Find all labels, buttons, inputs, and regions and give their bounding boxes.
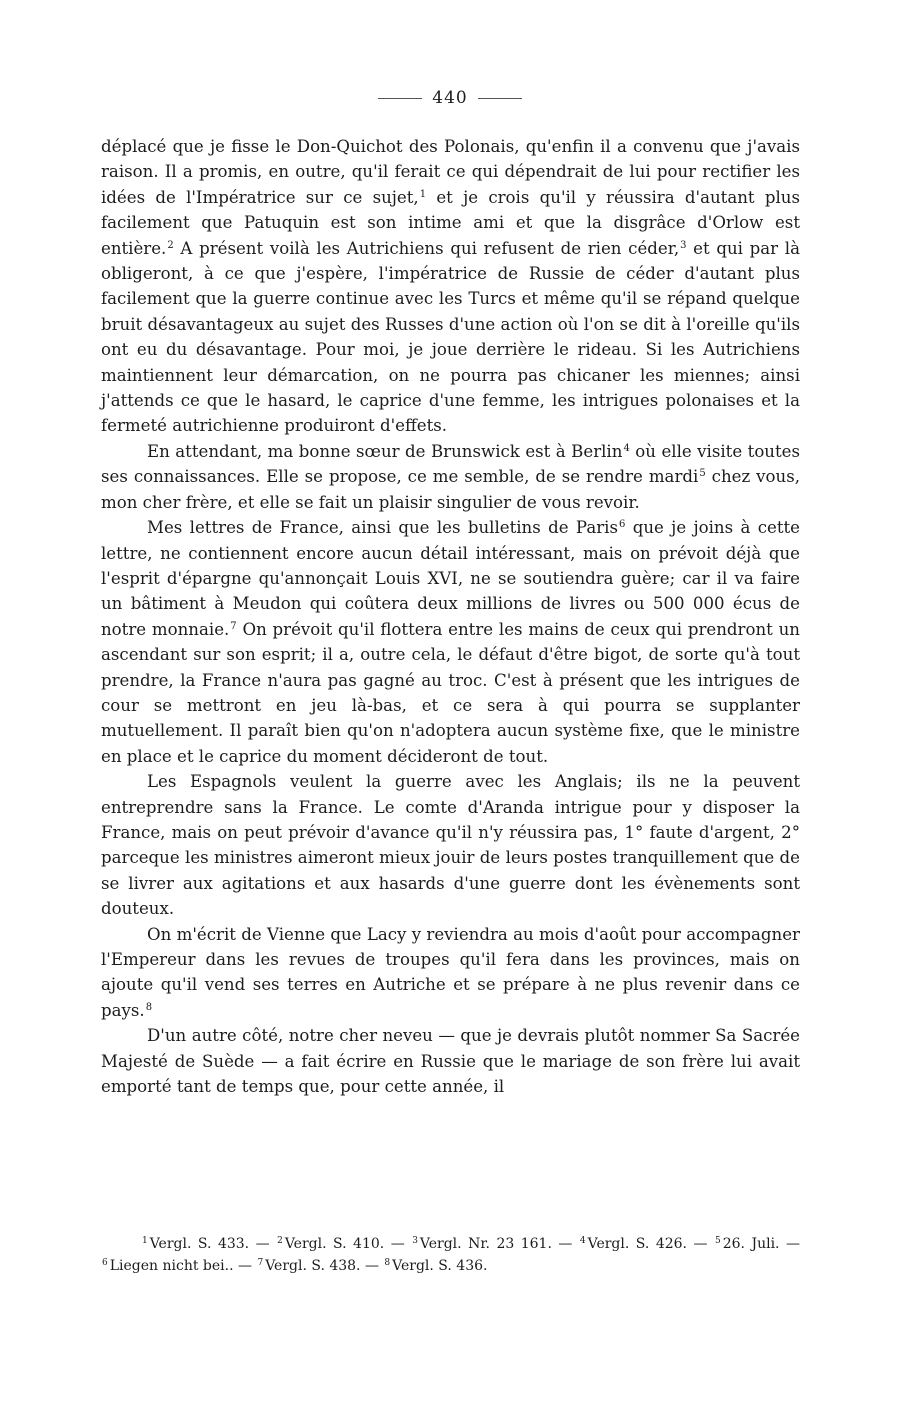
footnote-number: 1 bbox=[142, 1236, 148, 1246]
footnote-text: Vergl. S. 438. — bbox=[265, 1258, 384, 1274]
footnote-number: 7 bbox=[257, 1258, 264, 1268]
footnotes bbox=[101, 1233, 800, 1277]
paragraph-text: chez vous, mon cher frère, et elle se fait un plaisir singulier de vous revoir. bbox=[101, 467, 800, 512]
footnote-text: Vergl. S. 410. — bbox=[284, 1236, 412, 1252]
paragraph-text: On prévoit qu'il flottera entre les mains de ceux qui prendront un ascendant sur son esprit; il a, outre cela, le défaut d'être bigot, de sorte qu'à tout prendre, la France n'aura pas gagné au troc. C'est à présent que les intrigues de cour se mettront en jeu là-bas, et ce sera à qui pourra se supplanter mutuellement. Il paraît bien qu'on n'adoptera aucun système fixe, que le ministre en place et le caprice du moment décideront de tout. bbox=[101, 619, 800, 766]
paragraph bbox=[101, 769, 800, 921]
footnote-text: Liegen nicht bei.. — bbox=[109, 1258, 257, 1274]
paragraph-text: A présent voilà les Autrichiens qui refusent de rien céder, bbox=[173, 238, 680, 258]
paragraph-text: D'un autre côté, notre cher neveu — que je devrais plutôt nommer Sa Sacrée Majesté de Suède — a fait écrire en Russie que le mariage de son frère lui avait emporté tant de temps que, pour cette année, il bbox=[101, 1026, 800, 1097]
footnote-marker: 1 bbox=[419, 188, 427, 200]
footnote-number: 2 bbox=[277, 1236, 283, 1246]
footnote-marker: 6 bbox=[618, 519, 626, 531]
footnote-text: Vergl. S. 426. — bbox=[587, 1236, 714, 1252]
page-number: 440 bbox=[432, 88, 468, 108]
footnote-number: 6 bbox=[102, 1258, 108, 1268]
paragraph-text: déplacé que je fisse le Don-Quichot des Polonais, qu'enfin il a convenu que j'avais raison. Il a promis, en outre, qu'il ferait ce qui dépendrait de lui pour rectifier les idées de l'Impératrice sur ce sujet, bbox=[101, 137, 800, 207]
footnote-marker: 8 bbox=[145, 1001, 153, 1013]
footnote-text: Vergl. Nr. 23 161. — bbox=[419, 1236, 579, 1252]
paragraph-text: Les Espagnols veulent la guerre avec les Anglais; ils ne la peuvent entreprendre sans la France. Le comte d'Aranda intrigue pour y disposer la France, mais on peut prévoir d'avance qu'il n'y réussira pas, 1° faute d'argent, 2° parceque les ministres aimeront mieux jouir de leurs postes tranquillement que de se livrer aux agitations et aux hasards d'une guerre dont les évènements sont douteux. bbox=[101, 772, 800, 919]
footnote-text: 26. Juli. — bbox=[722, 1236, 800, 1252]
paragraph bbox=[101, 134, 800, 439]
paragraph-text: où elle visite toutes ses connaissances. Elle se propose, ce me semble, de se rendre mardi bbox=[101, 441, 800, 487]
paragraph-text: et qui par là obligeront, à ce que j'espère, l'impératrice de Russie de céder d'autant plus facilement que la guerre continue avec les Turcs et même qu'il se répand quelque bruit désavantageux au sujet des Russes d'une action où l'on se dit à l'oreille qu'ils ont eu du désavantage. Pour moi, je joue derrière le rideau. Si les Autrichiens maintiennent leur démarcation, on ne pourra pas chicaner les miennes; ainsi j'attends ce que le hasard, le caprice d'une femme, les intrigues polonaises et la fermeté autrichienne produiront d'effets. bbox=[101, 238, 801, 436]
header-rule-right bbox=[478, 98, 522, 99]
footnote-number: 5 bbox=[714, 1236, 721, 1246]
footnote-marker: 5 bbox=[699, 468, 706, 480]
header-rule-left bbox=[378, 98, 422, 99]
footnote-text: Vergl. S. 436. bbox=[392, 1258, 488, 1274]
footnote-number: 8 bbox=[384, 1258, 391, 1268]
footnote-line bbox=[101, 1233, 800, 1277]
paragraph-text: et je crois qu'il y réussira d'autant plus facilement que Patuquin est son intime ami et que la disgrâce d'Orlow est entière. bbox=[101, 187, 800, 258]
paragraph bbox=[101, 1023, 800, 1099]
paragraph-text: En attendant, ma bonne sœur de Brunswick est à Berlin bbox=[147, 441, 623, 461]
footnote-number: 3 bbox=[412, 1236, 418, 1246]
paragraph-text: On m'écrit de Vienne que Lacy y reviendra au mois d'août pour accompagner l'Empereur dans les revues de troupes qu'il fera dans les provinces, mais on ajoute qu'il vend ses terres en Autriche et se prépare à ne plus revenir dans ce pays. bbox=[101, 924, 800, 1020]
paragraph-text: que je joins à cette lettre, ne contiennent encore aucun détail intéressant, mais on prévoit déjà que l'esprit d'épargne qu'annonçait Louis XVI, ne se soutiendra guère; car il va faire un bâtiment à Meudon qui coûtera deux millions de livres ou 500 000 écus de notre monnaie. bbox=[101, 518, 800, 639]
paragraph bbox=[101, 439, 800, 515]
footnote-number: 4 bbox=[579, 1236, 586, 1246]
page-header bbox=[0, 88, 900, 108]
footnote-text: Vergl. S. 433. — bbox=[149, 1236, 277, 1252]
footnote-marker: 3 bbox=[680, 239, 687, 251]
paragraph-text: Mes lettres de France, ainsi que les bulletins de Paris bbox=[147, 518, 618, 538]
footnote-marker: 7 bbox=[230, 620, 237, 632]
letter-body bbox=[101, 134, 800, 1099]
paragraph bbox=[101, 922, 800, 1024]
footnote-marker: 4 bbox=[623, 442, 630, 454]
paragraph bbox=[101, 515, 800, 769]
footnote-marker: 2 bbox=[167, 239, 174, 251]
